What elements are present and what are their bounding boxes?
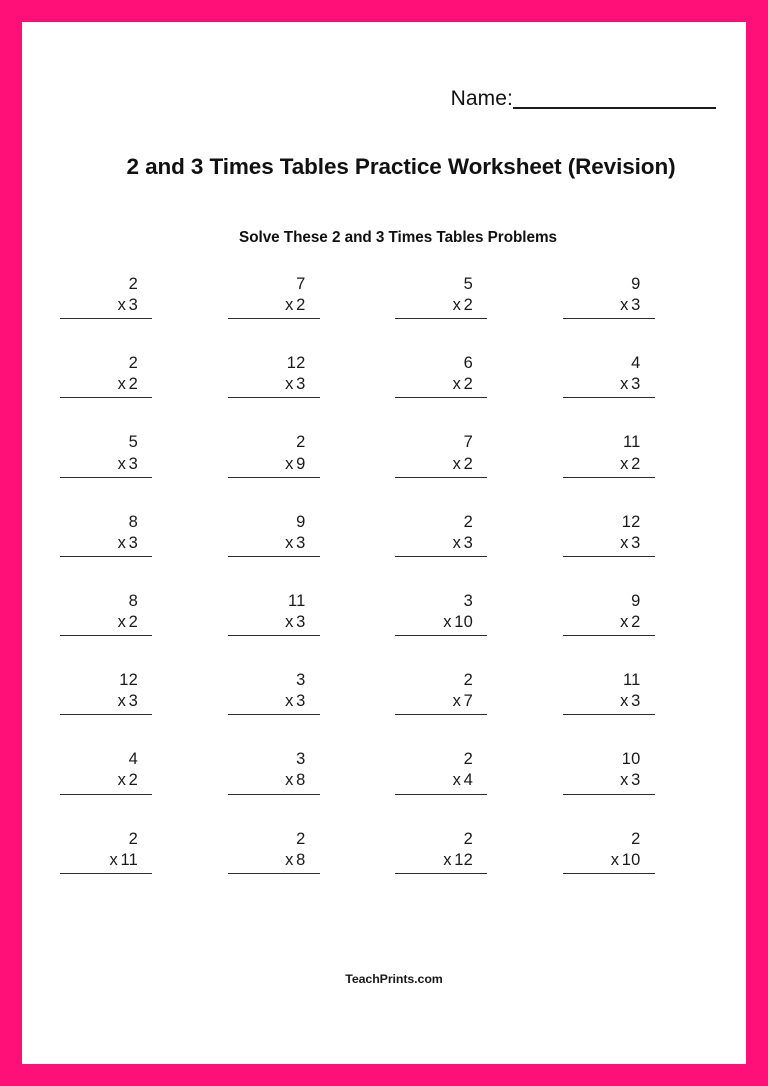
operator-sign: x	[285, 692, 294, 711]
operator-sign: x	[285, 454, 294, 473]
instructions-subtitle: Solve These 2 and 3 Times Tables Problems	[239, 229, 557, 246]
multiplication-problem[interactable]	[395, 353, 487, 398]
operand-top: 2	[296, 829, 306, 848]
operand-bottom	[395, 533, 487, 557]
operand-bottom	[228, 295, 320, 319]
multiplication-problem[interactable]	[563, 274, 655, 319]
operand-bottom-value: 2	[463, 454, 473, 473]
operator-sign: x	[285, 612, 294, 631]
operand-bottom-value: 3	[463, 533, 473, 552]
problem-cell	[228, 512, 396, 557]
operator-sign: x	[285, 771, 294, 790]
operand-bottom	[60, 691, 152, 715]
operator-sign: x	[620, 612, 629, 631]
operand-top: 11	[622, 433, 641, 452]
multiplication-problem[interactable]	[60, 432, 152, 477]
problem-cell	[228, 749, 396, 794]
problem-cell	[563, 591, 731, 636]
problem-cell	[563, 512, 731, 557]
operand-bottom	[395, 691, 487, 715]
operator-sign: x	[620, 692, 629, 711]
operator-sign: x	[117, 375, 127, 394]
problem-cell	[60, 432, 228, 477]
multiplication-problem[interactable]	[228, 670, 320, 715]
operand-top: 5	[463, 275, 473, 293]
operand-bottom	[563, 295, 655, 319]
multiplication-problem[interactable]	[60, 749, 152, 794]
problem-cell	[60, 591, 228, 636]
multiplication-problem[interactable]	[395, 512, 487, 557]
operator-sign: x	[452, 454, 462, 473]
operand-bottom-value: 3	[296, 692, 306, 711]
problem-cell	[228, 591, 396, 636]
name-field-row	[451, 88, 716, 109]
operand-top: 3	[296, 750, 306, 769]
operand-bottom-value: 12	[454, 850, 473, 869]
operand-top: 4	[128, 750, 138, 769]
operand-bottom-value: 8	[296, 771, 306, 790]
operator-sign: x	[620, 533, 629, 552]
operand-bottom-value: 2	[128, 375, 138, 394]
operand-bottom	[228, 770, 320, 794]
operand-bottom-value: 2	[463, 296, 473, 315]
operand-top: 7	[296, 275, 306, 293]
problem-cell	[395, 353, 563, 398]
problem-cell	[563, 670, 731, 715]
operand-top: 9	[296, 512, 306, 531]
problem-cell	[60, 670, 228, 715]
operand-top: 3	[296, 671, 306, 690]
operand-bottom-value: 3	[128, 454, 138, 473]
operand-top: 9	[631, 275, 641, 293]
problem-cell	[563, 829, 731, 874]
operand-top: 10	[621, 750, 641, 769]
operand-bottom-value: 3	[631, 771, 641, 790]
operand-bottom	[563, 454, 655, 478]
problem-cell	[228, 670, 396, 715]
operand-bottom	[563, 691, 655, 715]
operand-bottom	[60, 533, 152, 557]
operand-top: 8	[128, 512, 138, 531]
footer-brand: TeachPrints.com	[345, 972, 443, 986]
multiplication-problem[interactable]	[228, 353, 320, 398]
problem-cell	[228, 274, 396, 319]
operator-sign: x	[117, 454, 127, 473]
operator-sign: x	[285, 533, 294, 552]
operand-top: 2	[463, 829, 473, 848]
operand-bottom	[60, 374, 152, 398]
operator-sign: x	[117, 612, 127, 631]
operand-bottom-value: 3	[296, 533, 306, 552]
operand-bottom	[228, 533, 320, 557]
operand-bottom	[395, 374, 487, 398]
operand-top: 2	[296, 433, 306, 452]
operand-bottom	[60, 295, 152, 319]
operator-sign: x	[285, 850, 294, 869]
operand-bottom	[563, 770, 655, 794]
multiplication-problem[interactable]	[563, 432, 655, 477]
operand-bottom	[563, 374, 655, 398]
multiplication-problem[interactable]	[395, 274, 487, 319]
operand-top: 2	[128, 354, 138, 373]
problem-cell	[563, 432, 731, 477]
operand-bottom	[60, 612, 152, 636]
problem-cell	[228, 353, 396, 398]
operand-top: 7	[463, 433, 473, 452]
problem-cell	[60, 749, 228, 794]
multiplication-problem[interactable]	[228, 749, 320, 794]
multiplication-problem[interactable]	[563, 749, 655, 794]
multiplication-problem[interactable]	[60, 591, 152, 636]
worksheet-sheet	[22, 22, 746, 1064]
operand-bottom-value: 10	[621, 850, 641, 869]
operand-bottom	[395, 770, 487, 794]
multiplication-problem[interactable]	[60, 512, 152, 557]
operand-bottom	[228, 850, 320, 874]
problem-cell	[60, 829, 228, 874]
operand-bottom	[395, 454, 487, 478]
operand-bottom	[563, 612, 655, 636]
operand-top: 11	[287, 591, 306, 610]
name-input-blank[interactable]	[513, 90, 716, 109]
operand-bottom	[395, 612, 487, 636]
operand-top: 3	[463, 591, 473, 610]
operand-bottom-value: 9	[296, 454, 306, 473]
operator-sign: x	[452, 533, 462, 552]
operator-sign: x	[285, 296, 294, 315]
problem-cell	[228, 829, 396, 874]
multiplication-problem[interactable]	[395, 829, 487, 874]
operand-bottom	[228, 691, 320, 715]
operand-bottom-value: 8	[296, 850, 306, 869]
operand-bottom-value: 4	[463, 771, 473, 790]
operand-top: 9	[631, 591, 641, 610]
operand-top: 2	[128, 829, 138, 848]
problem-cell	[60, 274, 228, 319]
operand-bottom-value: 2	[463, 375, 473, 394]
operand-top: 4	[631, 354, 641, 373]
operand-bottom-value: 2	[631, 612, 641, 631]
operator-sign: x	[117, 296, 127, 315]
operand-top: 2	[631, 829, 641, 848]
operator-sign: x	[285, 375, 294, 394]
problem-cell	[395, 749, 563, 794]
operand-bottom	[228, 612, 320, 636]
operand-bottom	[395, 850, 487, 874]
operator-sign: x	[620, 296, 629, 315]
operand-bottom-value: 3	[631, 296, 641, 315]
operand-bottom	[228, 454, 320, 478]
operand-bottom-value: 3	[128, 692, 138, 711]
operand-bottom	[60, 454, 152, 478]
problem-cell	[228, 432, 396, 477]
multiplication-problem[interactable]	[228, 512, 320, 557]
operand-bottom-value: 3	[296, 612, 306, 631]
operator-sign: x	[452, 296, 462, 315]
problem-cell	[395, 829, 563, 874]
operand-bottom	[563, 533, 655, 557]
operand-bottom-value: 10	[454, 612, 473, 631]
operand-bottom-value: 7	[463, 692, 473, 711]
operand-top: 12	[286, 354, 306, 373]
operator-sign: x	[117, 533, 127, 552]
problem-cell	[60, 512, 228, 557]
operator-sign: x	[443, 612, 452, 631]
operator-sign: x	[109, 850, 118, 869]
multiplication-problem[interactable]	[563, 670, 655, 715]
multiplication-problem[interactable]	[228, 274, 320, 319]
operator-sign: x	[620, 375, 629, 394]
operand-bottom-value: 3	[631, 692, 641, 711]
multiplication-problem[interactable]	[60, 829, 152, 874]
operand-top: 2	[128, 275, 138, 293]
problem-cell	[563, 749, 731, 794]
operand-bottom	[60, 770, 152, 794]
page-title: 2 and 3 Times Tables Practice Worksheet (Revision)	[126, 154, 676, 179]
multiplication-problem[interactable]	[563, 829, 655, 874]
problem-cell	[395, 591, 563, 636]
operator-sign: x	[443, 850, 452, 869]
multiplication-problem[interactable]	[60, 274, 152, 319]
operand-top: 5	[128, 433, 138, 452]
problem-cell	[563, 353, 731, 398]
operand-bottom-value: 2	[296, 296, 306, 315]
multiplication-problem[interactable]	[563, 591, 655, 636]
operand-top: 11	[622, 671, 641, 690]
operator-sign: x	[620, 454, 629, 473]
name-label: Name:	[450, 87, 513, 110]
multiplication-problem[interactable]	[228, 591, 320, 636]
multiplication-problem[interactable]	[395, 749, 487, 794]
operand-bottom-value: 3	[631, 533, 641, 552]
multiplication-problem[interactable]	[395, 432, 487, 477]
operand-bottom-value: 3	[128, 533, 138, 552]
multiplication-problem[interactable]	[60, 670, 152, 715]
operand-bottom-value: 3	[296, 375, 306, 394]
multiplication-problem[interactable]	[228, 829, 320, 874]
operator-sign: x	[610, 850, 620, 869]
operand-bottom	[60, 850, 152, 874]
multiplication-problem[interactable]	[60, 353, 152, 398]
operand-bottom	[228, 374, 320, 398]
operand-top: 12	[621, 512, 641, 531]
operand-top: 8	[128, 591, 138, 610]
multiplication-problem[interactable]	[563, 353, 655, 398]
operand-top: 12	[119, 671, 138, 690]
multiplication-problem[interactable]	[228, 432, 320, 477]
operand-top: 2	[463, 512, 473, 531]
operand-bottom	[563, 850, 655, 874]
operand-bottom-value: 3	[128, 296, 138, 315]
operand-top: 2	[463, 671, 473, 690]
multiplication-problem[interactable]	[395, 591, 487, 636]
problem-cell	[395, 670, 563, 715]
operator-sign: x	[452, 692, 462, 711]
operand-bottom-value: 2	[631, 454, 641, 473]
problem-cell	[60, 353, 228, 398]
operand-bottom-value: 2	[128, 771, 138, 790]
operator-sign: x	[117, 771, 127, 790]
multiplication-problem[interactable]	[395, 670, 487, 715]
operator-sign: x	[452, 771, 462, 790]
operator-sign: x	[620, 771, 629, 790]
operand-bottom-value: 3	[631, 375, 641, 394]
operand-bottom-value: 2	[128, 612, 138, 631]
problem-cell	[395, 512, 563, 557]
operator-sign: x	[117, 692, 127, 711]
operand-bottom	[395, 295, 487, 319]
operand-top: 2	[463, 750, 473, 769]
operator-sign: x	[452, 375, 462, 394]
operand-top: 6	[463, 354, 473, 373]
operand-bottom-value: 11	[120, 850, 138, 869]
problem-cell	[395, 274, 563, 319]
problem-cell	[563, 274, 731, 319]
problem-grid	[60, 274, 730, 874]
problem-cell	[395, 432, 563, 477]
multiplication-problem[interactable]	[563, 512, 655, 557]
